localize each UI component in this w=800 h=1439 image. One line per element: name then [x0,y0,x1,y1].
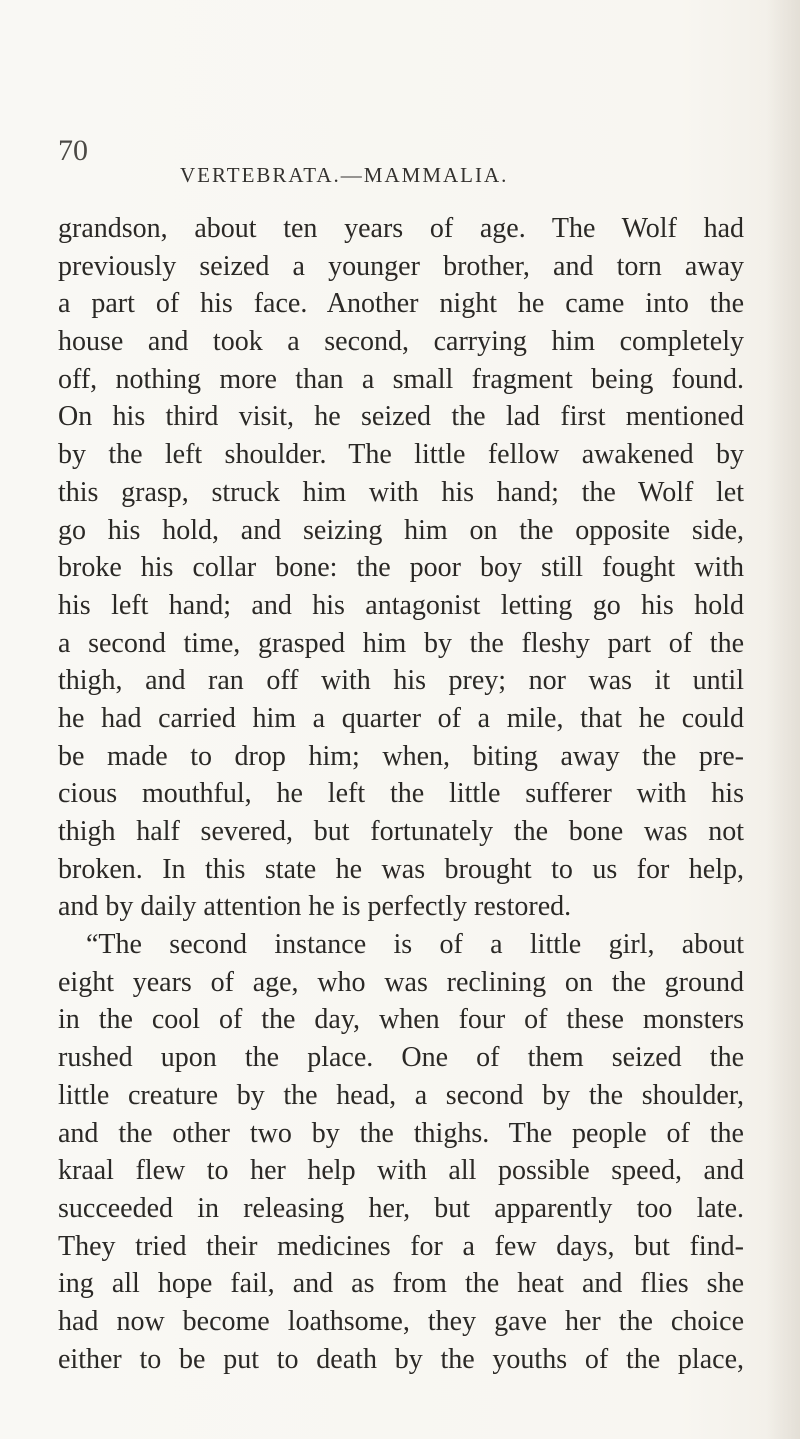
text-line: he had carried him a quarter of a mile, that he could [58,702,744,734]
page-edge-shadow [766,0,800,1439]
text-line: succeeded in releasing her, but apparently too late. [58,1192,744,1224]
text-line: thigh half severed, but fortunately the bone was not [58,816,744,847]
text-line: in the cool of the day, when four of these monsters [58,1004,744,1036]
text-line: grandson, about ten years of age. The Wolf had [58,213,744,244]
text-line: On his third visit, he seized the lad first mentioned [58,401,744,433]
text-line: either to be put to death by the youths of the place, [58,1343,744,1375]
text-line: previously seized a younger brother, and torn away [58,250,744,282]
text-line: little creature by the head, a second by the shoulder, [58,1079,744,1111]
text-line: house and took a second, carrying him completely [58,326,744,358]
text-line: broken. In this state he was brought to us for help, [58,853,744,885]
text-line: eight years of age, who was reclining on the ground [58,966,744,998]
text-line: rushed upon the place. One of them seized the [58,1042,744,1074]
text-line: ing all hope fail, and as from the heat and flies she [58,1268,744,1300]
text-line: a part of his face. Another night he came into the [58,288,744,320]
text-line: kraal flew to her help with all possible speed, and [58,1155,744,1187]
text-line: cious mouthful, he left the little sufferer with his [58,778,744,810]
text-line: by the left shoulder. The little fellow awakened by [58,439,744,471]
text-line: a second time, grasped him by the fleshy part of the [58,627,744,659]
paragraph-end-line: and by daily attention he is perfectly restored. [58,891,572,923]
body-text [58,210,744,1378]
running-head: VERTEBRATA.—MAMMALIA. [180,163,509,187]
text-line: thigh, and ran off with his prey; nor was it until [58,665,744,697]
page-number: 70 [58,134,88,167]
text-line: this grasp, struck him with his hand; the Wolf let [58,476,744,508]
text-line: his left hand; and his antagonist letting go his hold [58,589,744,621]
text-line: off, nothing more than a small fragment being found. [58,363,744,395]
paragraph-start-line: “The second instance is of a little girl, about [86,929,744,961]
text-line: had now become loathsome, they gave her the choice [58,1305,744,1337]
text-line: They tried their medicines for a few days, but find- [58,1230,744,1262]
text-line: broke his collar bone: the poor boy still fought with [58,552,744,584]
text-line: go his hold, and seizing him on the opposite side, [58,514,744,546]
text-line: and the other two by the thighs. The people of the [58,1117,744,1149]
text-line: be made to drop him; when, biting away the pre- [58,740,744,772]
